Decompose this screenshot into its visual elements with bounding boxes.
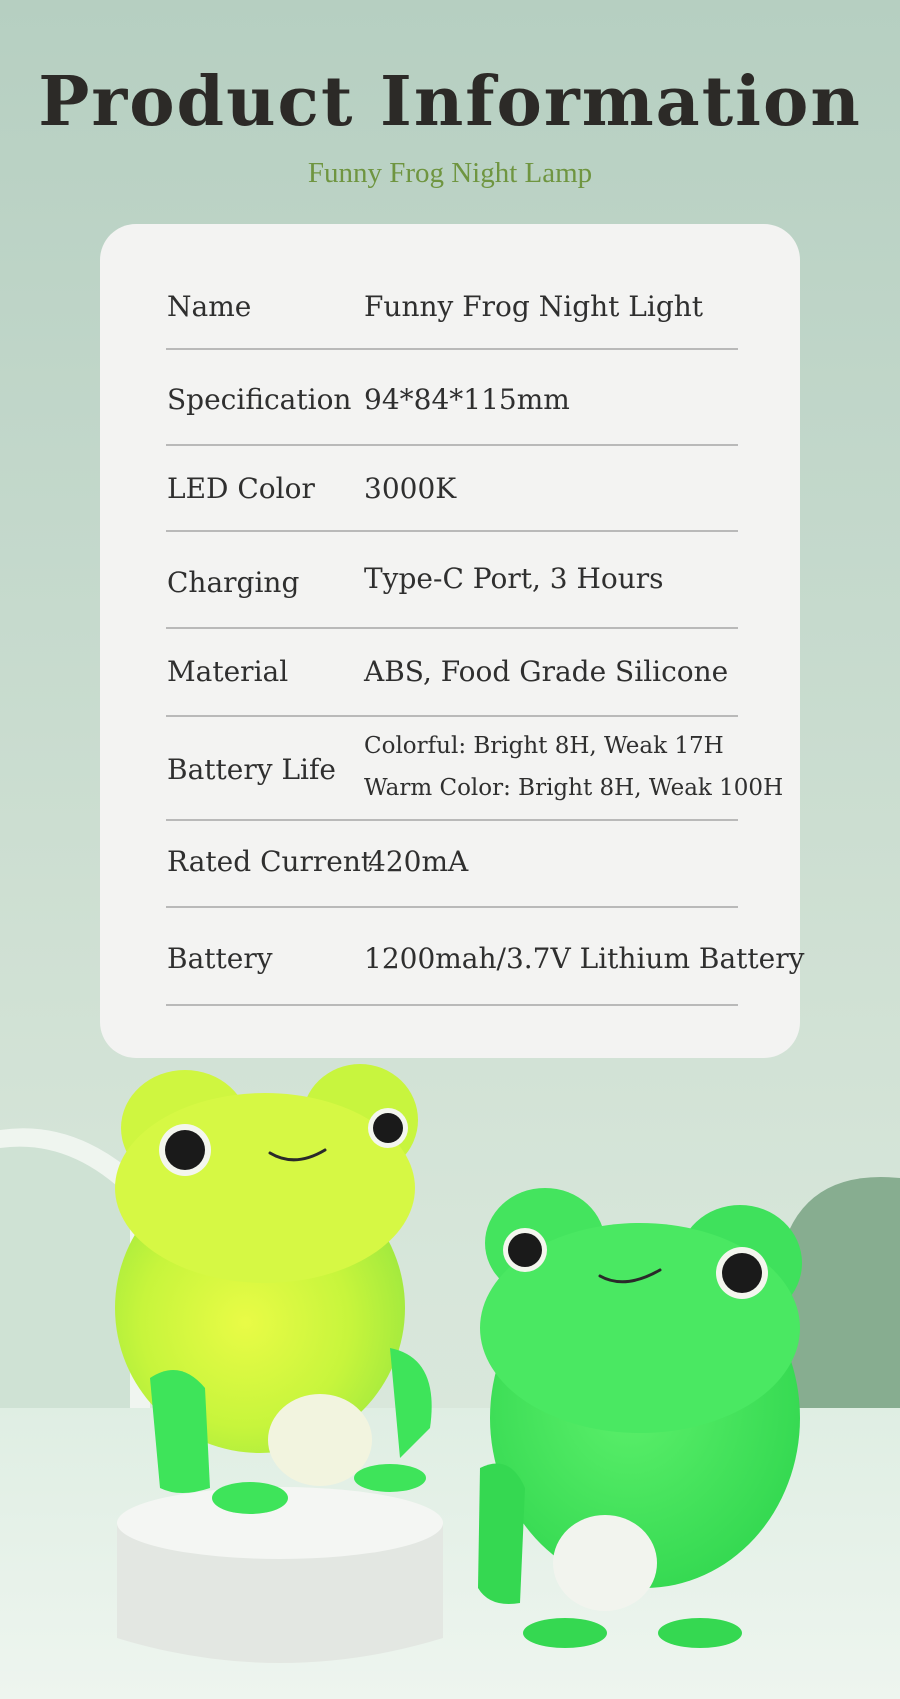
spec-label: Battery <box>167 942 273 975</box>
spec-value: 420mA <box>368 845 469 878</box>
spec-row-material <box>166 629 738 717</box>
spec-value: Type-C Port, 3 Hours <box>364 562 664 595</box>
spec-value: 3000K <box>364 472 457 505</box>
spec-row-led-color <box>166 446 738 532</box>
spec-label: LED Color <box>167 472 315 505</box>
product-photo <box>0 1058 900 1699</box>
spec-label: Specification <box>167 383 352 416</box>
spec-value-line1: Colorful: Bright 8H, Weak 17H <box>364 733 724 759</box>
spec-label: Material <box>167 655 289 688</box>
spec-label: Charging <box>167 566 300 599</box>
spec-value: 94*84*115mm <box>364 383 570 416</box>
spec-value-line2: Warm Color: Bright 8H, Weak 100H <box>364 775 784 801</box>
page-subtitle: Funny Frog Night Lamp <box>307 157 593 189</box>
spec-row-charging <box>166 532 738 629</box>
spec-label: Battery Life <box>167 753 336 786</box>
spec-row-name <box>166 224 738 350</box>
spec-row-specification <box>166 350 738 446</box>
spec-row-battery <box>166 908 805 1006</box>
page-title: Product Information <box>38 62 862 142</box>
spec-value: ABS, Food Grade Silicone <box>364 655 729 688</box>
spec-label: Rated Current <box>167 845 373 878</box>
spec-label: Name <box>167 290 252 323</box>
spec-value: Funny Frog Night Light <box>364 290 704 323</box>
spec-row-rated-current <box>166 821 738 908</box>
spec-value: 1200mah/3.7V Lithium Battery <box>364 942 805 975</box>
spec-card <box>100 224 805 1058</box>
spec-row-battery-life <box>166 717 784 821</box>
